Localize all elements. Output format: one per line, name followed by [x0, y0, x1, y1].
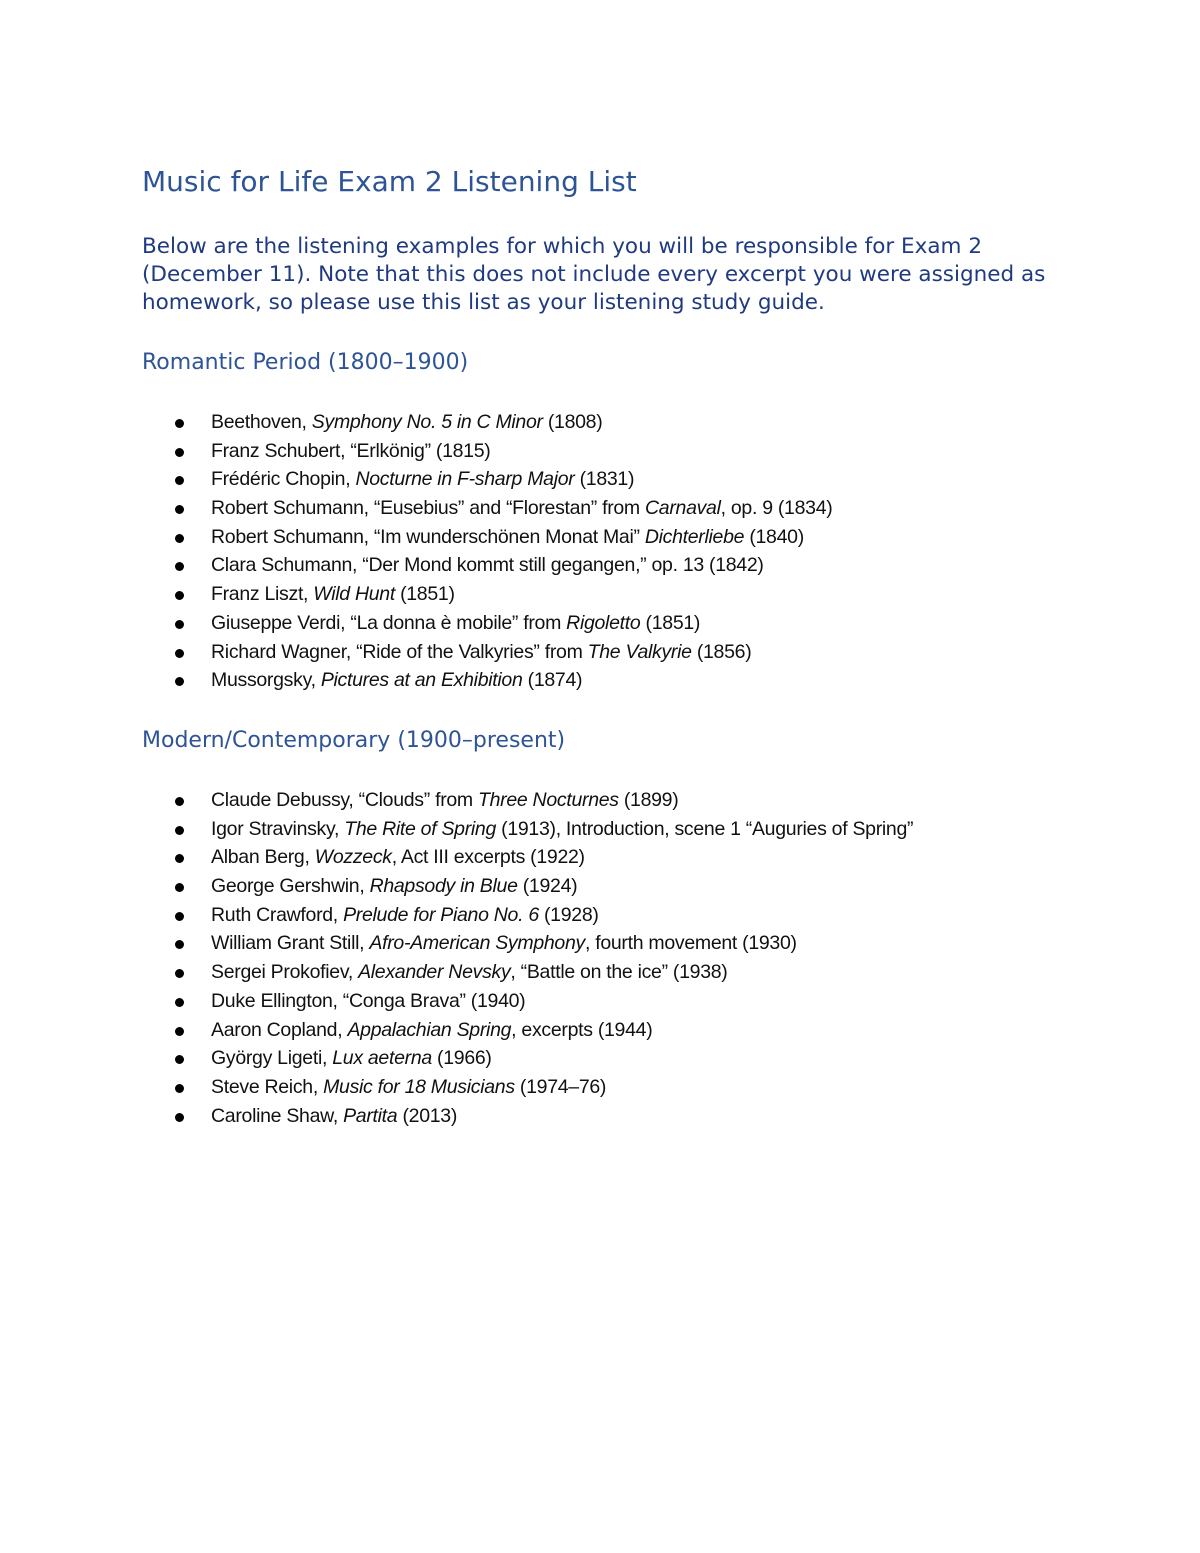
bullet-icon: [175, 826, 184, 835]
section-heading-romantic: Romantic Period (1800–1900): [142, 350, 469, 375]
text-run: , op. 9 (1834): [720, 497, 833, 520]
work-title: Dichterliebe: [644, 525, 745, 548]
text-run: Aaron Copland,: [211, 1018, 348, 1041]
work-title: Lux aeterna: [332, 1047, 432, 1070]
text-run: (1840): [744, 525, 804, 548]
text-run: Clara Schumann, “Der Mond kommt still gegangen,” op. 13 (1842): [211, 554, 764, 577]
bullet-icon: [175, 854, 184, 863]
text-run: (1808): [542, 411, 603, 433]
text-run: (2013): [397, 1104, 458, 1127]
list-item-text: [211, 815, 913, 844]
text-run: (1924): [517, 875, 578, 898]
list-item-text: [211, 494, 832, 523]
bullet-icon: [175, 591, 184, 600]
text-run: , excerpts (1944): [511, 1018, 653, 1041]
bullet-icon: [175, 419, 184, 428]
text-run: Beethoven,: [211, 411, 312, 433]
list-item-text: [211, 666, 582, 695]
bullet-icon: [175, 620, 184, 629]
intro-paragraph: Below are the listening examples for which you will be responsible for Exam 2 (December 11). Note that this does not include every excerpt you were assigned as homework, so please use this list as your listening study guide.: [142, 234, 1046, 315]
text-run: Sergei Prokofiev,: [211, 961, 359, 984]
work-title: Rigoletto: [566, 611, 641, 634]
work-title: Afro-American Symphony: [369, 932, 585, 955]
list-item-text: [211, 1044, 492, 1073]
text-run: Franz Liszt,: [211, 583, 314, 606]
text-run: George Gershwin,: [211, 875, 370, 898]
text-run: György Ligeti,: [211, 1047, 333, 1070]
list-item-text: [211, 551, 764, 580]
list-item-text: [211, 958, 727, 987]
list-item-text: [211, 437, 490, 466]
text-run: , Act III excerpts (1922): [391, 846, 585, 869]
bullet-icon: [175, 649, 184, 658]
list-item-text: [211, 929, 797, 958]
work-title: The Rite of Spring: [344, 817, 497, 840]
bullet-icon: [175, 505, 184, 514]
bullet-icon: [175, 912, 184, 921]
list-item-text: [211, 609, 700, 638]
bullet-icon: [175, 1113, 184, 1122]
work-title: Nocturne in F-sharp Major: [355, 468, 575, 491]
work-title: The Valkyrie: [587, 640, 692, 663]
text-run: (1899): [618, 789, 679, 811]
bullet-icon: [175, 534, 184, 543]
bullet-icon: [175, 883, 184, 892]
text-run: (1928): [538, 903, 599, 926]
bullet-icon: [175, 448, 184, 457]
work-title: Wozzeck: [314, 846, 392, 869]
bullet-icon: [175, 476, 184, 485]
text-run: Richard Wagner, “Ride of the Valkyries” from: [211, 640, 588, 663]
bullet-icon: [175, 1027, 184, 1036]
section-heading-modern: Modern/Contemporary (1900–present): [142, 728, 566, 753]
list-item-text: [211, 786, 678, 815]
list-item-text: [211, 1102, 457, 1131]
text-run: Mussorgsky,: [211, 669, 321, 692]
bullet-icon: [175, 969, 184, 978]
text-run: (1974–76): [514, 1075, 607, 1098]
text-run: Caroline Shaw,: [211, 1104, 344, 1127]
work-title: Symphony No. 5 in C Minor: [311, 411, 543, 433]
text-run: Robert Schumann, “Eusebius” and “Florestan” from: [211, 497, 645, 520]
work-title: Rhapsody in Blue: [369, 875, 518, 898]
text-run: (1913), Introduction, scene 1 “Auguries of Spring”: [496, 817, 914, 840]
text-run: Frédéric Chopin,: [211, 468, 356, 491]
text-run: Alban Berg,: [211, 846, 315, 869]
text-run: Duke Ellington, “Conga Brava” (1940): [211, 989, 526, 1012]
text-run: , fourth movement (1930): [584, 932, 797, 955]
text-run: Claude Debussy, “Clouds” from: [211, 789, 478, 811]
work-title: Prelude for Piano No. 6: [343, 903, 539, 926]
text-run: Steve Reich,: [211, 1075, 324, 1098]
list-item-text: [211, 843, 585, 872]
text-run: (1874): [522, 669, 583, 692]
text-run: William Grant Still,: [211, 932, 370, 955]
bullet-icon: [175, 797, 184, 806]
list-item-text: [211, 872, 577, 901]
work-title: Appalachian Spring: [347, 1018, 512, 1041]
list-item-text: [211, 987, 525, 1016]
text-run: Giuseppe Verdi, “La donna è mobile” from: [211, 611, 567, 634]
work-title: Carnaval: [645, 497, 721, 520]
text-run: (1831): [574, 468, 635, 491]
bullet-icon: [175, 677, 184, 686]
bullet-icon: [175, 1055, 184, 1064]
bullet-icon: [175, 998, 184, 1007]
text-run: (1856): [691, 640, 752, 663]
bullet-icon: [175, 562, 184, 571]
work-title: Music for 18 Musicians: [323, 1075, 515, 1098]
list-item-text: [211, 638, 751, 667]
text-run: (1851): [394, 583, 455, 606]
list-item-text: [211, 523, 804, 552]
work-title: Pictures at an Exhibition: [320, 669, 523, 692]
bullet-icon: [175, 940, 184, 949]
list-item-text: [211, 1073, 606, 1102]
work-title: Partita: [343, 1104, 398, 1127]
text-run: Robert Schumann, “Im wunderschönen Monat Mai”: [211, 525, 645, 548]
text-run: , “Battle on the ice” (1938): [510, 961, 728, 984]
text-run: Igor Stravinsky,: [211, 817, 345, 840]
text-run: Franz Schubert, “Erlkönig” (1815): [211, 439, 491, 462]
text-run: Ruth Crawford,: [211, 903, 344, 926]
list-item-text: [211, 1016, 652, 1045]
text-run: (1851): [640, 611, 701, 634]
list-item-text: [211, 465, 634, 494]
list-item-text: [211, 580, 455, 609]
list-item-text: [211, 408, 602, 437]
document-title: Music for Life Exam 2 Listening List: [142, 165, 637, 198]
list-item-text: [211, 901, 599, 930]
work-title: Wild Hunt: [313, 583, 395, 606]
work-title: Three Nocturnes: [478, 789, 619, 811]
text-run: (1966): [431, 1047, 492, 1070]
bullet-icon: [175, 1084, 184, 1093]
work-title: Alexander Nevsky: [358, 961, 511, 984]
